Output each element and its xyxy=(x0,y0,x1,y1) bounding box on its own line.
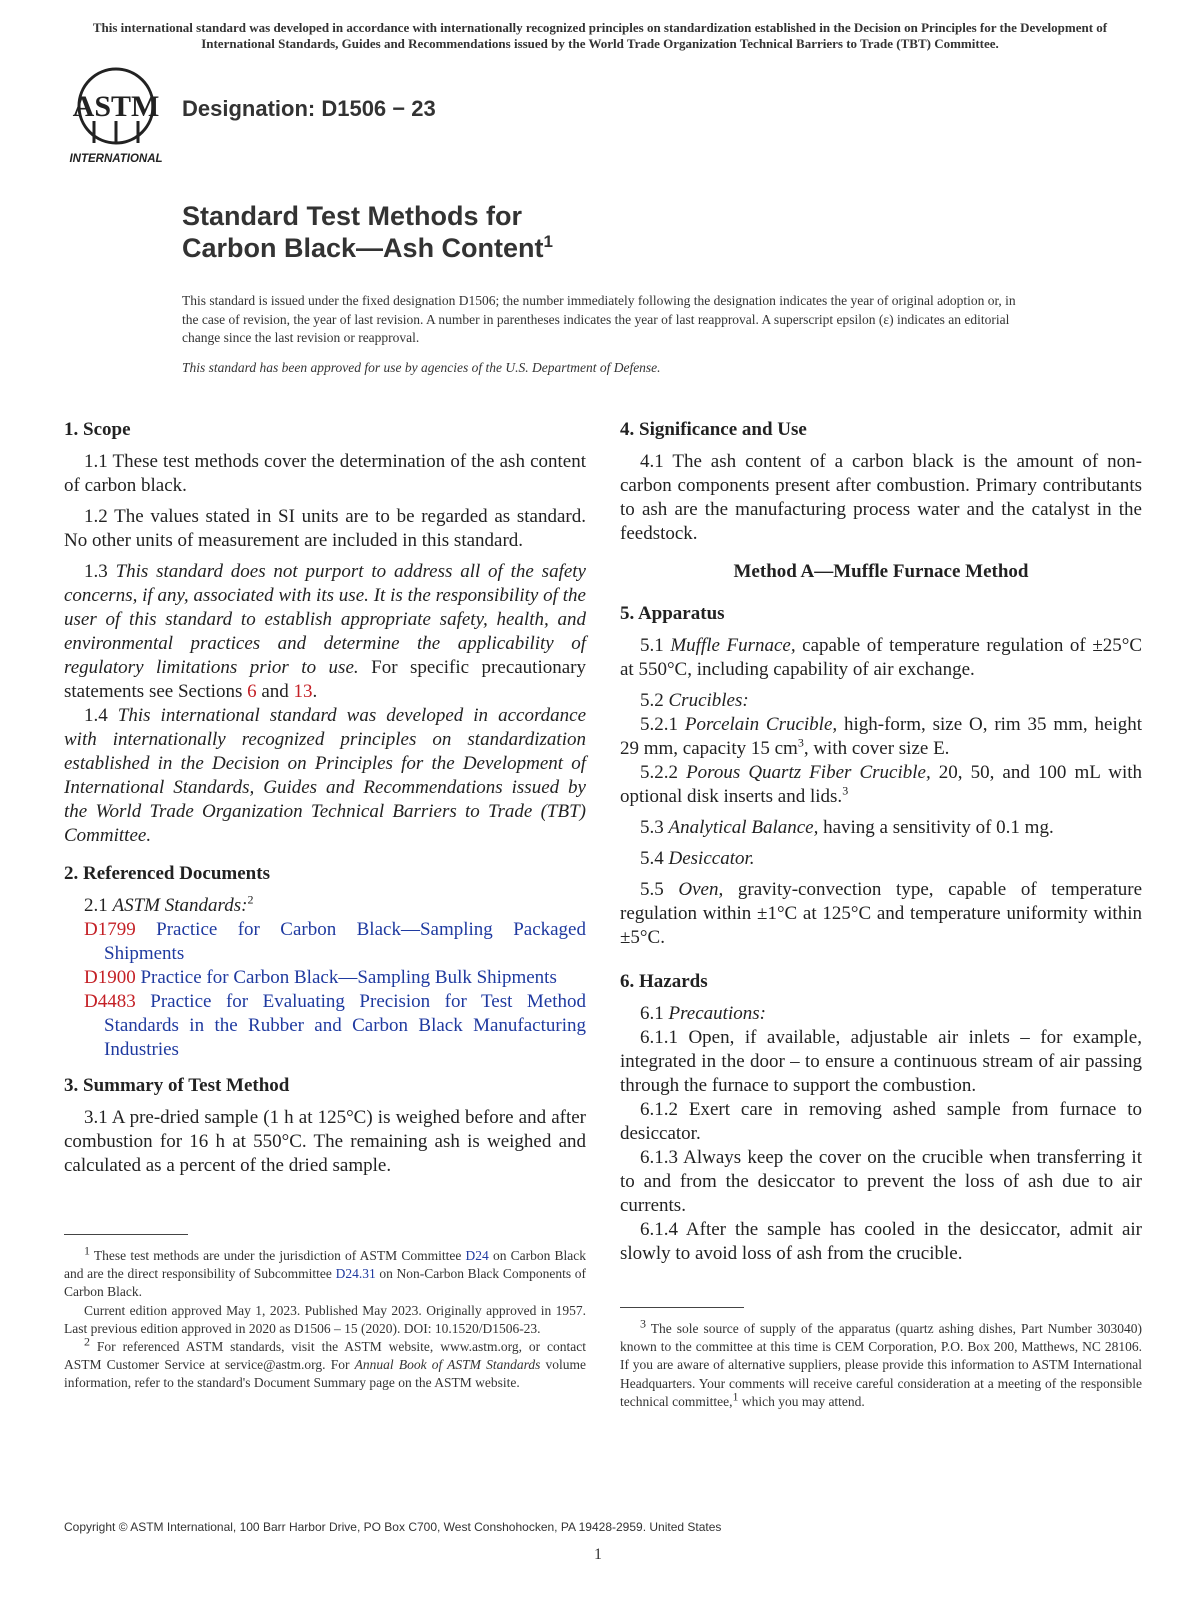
copyright-notice: Copyright © ASTM International, 100 Barr Harbor Drive, PO Box C700, West Conshohocken, PA 19428-2959. United States xyxy=(64,1520,722,1534)
para-5-1: 5.1 Muffle Furnace, capable of temperature regulation of ±25°C at 550°C, including capability of air exchange. xyxy=(620,635,1143,680)
title-line-2: Carbon Black—Ash Content$^1$ xyxy=(182,232,554,263)
para-5-3: 5.3 Analytical Balance, having a sensitivity of 0.1 mg. xyxy=(640,817,1054,838)
footnote-divider xyxy=(64,1234,188,1235)
committee-link-d24[interactable]: D24 xyxy=(465,1248,489,1263)
designation: Designation: D1506 − 23 xyxy=(182,96,436,121)
para-3-1: 3.1 A pre-dried sample (1 h at 125°C) is weighed before and after combustion for 16 h at 550°C. The remaining ash is weighed and calculated as a percent of the dried sample. xyxy=(64,1107,586,1176)
footnote-1: $^1$ These test methods are under the jurisdiction of ASTM Committee D24 on Carbon Black and are the direct responsibility of Subcommittee D24.31 on Non-Carbon Black Components of Carbon Black. xyxy=(64,1243,586,1300)
method-a-heading: Method A—Muffle Furnace Method xyxy=(733,561,1029,582)
section-link-6[interactable]: 6 xyxy=(247,681,257,702)
astm-logo xyxy=(64,66,168,166)
reference-item[interactable]: D1900 Practice for Carbon Black—Sampling Bulk Shipments xyxy=(84,967,557,988)
logo-subtext: INTERNATIONAL xyxy=(69,153,163,165)
title-footnote-marker: 1 xyxy=(543,232,554,251)
page-number: 1 xyxy=(594,1546,602,1563)
para-6-1-1: 6.1.1 Open, if available, adjustable air inlets – for example, integrated in the door – to ensure a continuous stream of air passing through the furnace to support the combustion. xyxy=(620,1027,1142,1096)
section-link-13[interactable]: 13 xyxy=(293,681,313,702)
reference-item[interactable]: D1799 Practice for Carbon Black—Sampling Packaged Shipments xyxy=(84,919,586,964)
para-5-2-2: 5.2.2 Porous Quartz Fiber Crucible, 20, 50, and 100 mL with optional disk inserts and lids.$^3$ xyxy=(620,762,1143,807)
dod-note: This standard has been approved for use by agencies of the U.S. Department of Defense. xyxy=(182,360,661,375)
para-1-1: 1.1 These test methods cover the determination of the ash content of carbon black. xyxy=(64,451,586,496)
logo-text: ASTM xyxy=(72,90,160,123)
footnotes-left xyxy=(64,1234,586,1393)
reference-item[interactable]: D4483 Practice for Evaluating Precision for Test Method Standards in the Rubber and Carbon Black Manufacturing Industries xyxy=(84,991,586,1060)
left-column xyxy=(64,418,586,1185)
para-2-1: 2.1 ASTM Standards:$^2$ xyxy=(84,892,254,916)
para-5-5: 5.5 Oven, gravity-convection type, capable of temperature regulation within ±1°C at 125°C and temperature uniformity within ±5°C. xyxy=(620,879,1143,948)
para-6-1: 6.1 Precautions: xyxy=(640,1003,766,1024)
para-6-1-2: 6.1.2 Exert care in removing ashed sample from furnace to desiccator. xyxy=(620,1099,1142,1144)
footnote-divider xyxy=(620,1307,744,1308)
footnote-1-edition: Current edition approved May 1, 2023. Published May 2023. Originally approved in 1957. Last previous edition approved in 2020 as D1506 – 15 (2020). DOI: 10.1520/D1506-23. xyxy=(64,1302,586,1336)
right-column xyxy=(620,418,1142,1266)
para-6-1-4: 6.1.4 After the sample has cooled in the desiccator, admit air slowly to avoid loss of ash from the crucible. xyxy=(620,1219,1142,1264)
subcommittee-link-d2431[interactable]: D24.31 xyxy=(335,1266,376,1282)
para-1-2: 1.2 The values stated in SI units are to be regarded as standard. No other units of measurement are included in this standard. xyxy=(64,506,586,551)
section-heading-significance: 4. Significance and Use xyxy=(620,419,807,440)
section-heading-apparatus: 5. Apparatus xyxy=(620,603,725,624)
para-5-2-1: 5.2.1 Porcelain Crucible, high-form, size O, rim 35 mm, height 29 mm, capacity 15 $cm^3$, with cover size E. xyxy=(620,714,1143,759)
footnote-3: $^3$ The sole source of supply of the apparatus (quartz ashing dishes, Part Number 303040) known to the committee at this time is CEM Corporation, P.O. Box 200, Matthews, NC 28106. If you are aware of alternative suppliers, please provide this information to ASTM International Headquarters. Your comments will receive careful consideration at a meeting of the responsible technical committee,$^1$ which you may attend. xyxy=(620,1316,1142,1409)
issued-note: This standard is issued under the fixed designation D1506; the number immediately following the designation indicates the year of original adoption or, in the case of revision, the year of last revision. A number in parentheses indicates the year of last reapproval. A superscript epsilon (ε) indicates an editorial change since the last revision or reapproval. xyxy=(182,293,1016,345)
para-5-4: 5.4 Desiccator. xyxy=(640,848,755,869)
title-line-1: Standard Test Methods for xyxy=(182,201,523,231)
top-notice: This international standard was developed in accordance with internationally recognized principles on standardization established in the Decision on Principles for the Development of International Standards, Guides and Recommendations issued by the World Trade Organization Technical Barriers to Trade (TBT) Committee. xyxy=(92,20,1108,51)
page-title xyxy=(182,200,553,264)
para-1-3: 1.3 This standard does not purport to address all of the safety concerns, if any, associated with its use. It is the responsibility of the user of this standard to establish appropriate safety, health, and environmental practices and determine the applicability of regulatory limitations prior to use. For specific precautionary statements see Sections 6 and 13. xyxy=(64,561,587,702)
para-1-4: 1.4 This international standard was developed in accordance with internationally recognized principles on standardization established in the Decision on Principles for the Development of International Standards, Guides and Recommendations issued by the World Trade Organization Technical Barriers to Trade (TBT) Committee. xyxy=(64,705,587,846)
section-heading-hazards: 6. Hazards xyxy=(620,971,708,992)
para-5-2: 5.2 Crucibles: xyxy=(640,690,749,711)
para-4-1: 4.1 The ash content of a carbon black is the amount of non-carbon components present after combustion. Primary contributants to ash are the manufacturing process water and the catalyst in the feedstock. xyxy=(620,451,1142,544)
footnote-2: $^2$ For referenced ASTM standards, visit the ASTM website, www.astm.org, or contact ASTM Customer Service at service@astm.org. For Annual Book of ASTM Standards volume information, refer to the standard's Document Summary page on the ASTM website. xyxy=(64,1334,587,1391)
para-6-1-3: 6.1.3 Always keep the cover on the crucible when transferring it to and from the desiccator to prevent the loss of ash due to air currents. xyxy=(620,1147,1142,1216)
section-heading-referenced-documents: 2. Referenced Documents xyxy=(64,863,270,884)
footnotes-right xyxy=(620,1307,1142,1411)
section-heading-scope: 1. Scope xyxy=(64,419,131,440)
section-heading-summary: 3. Summary of Test Method xyxy=(64,1075,290,1096)
